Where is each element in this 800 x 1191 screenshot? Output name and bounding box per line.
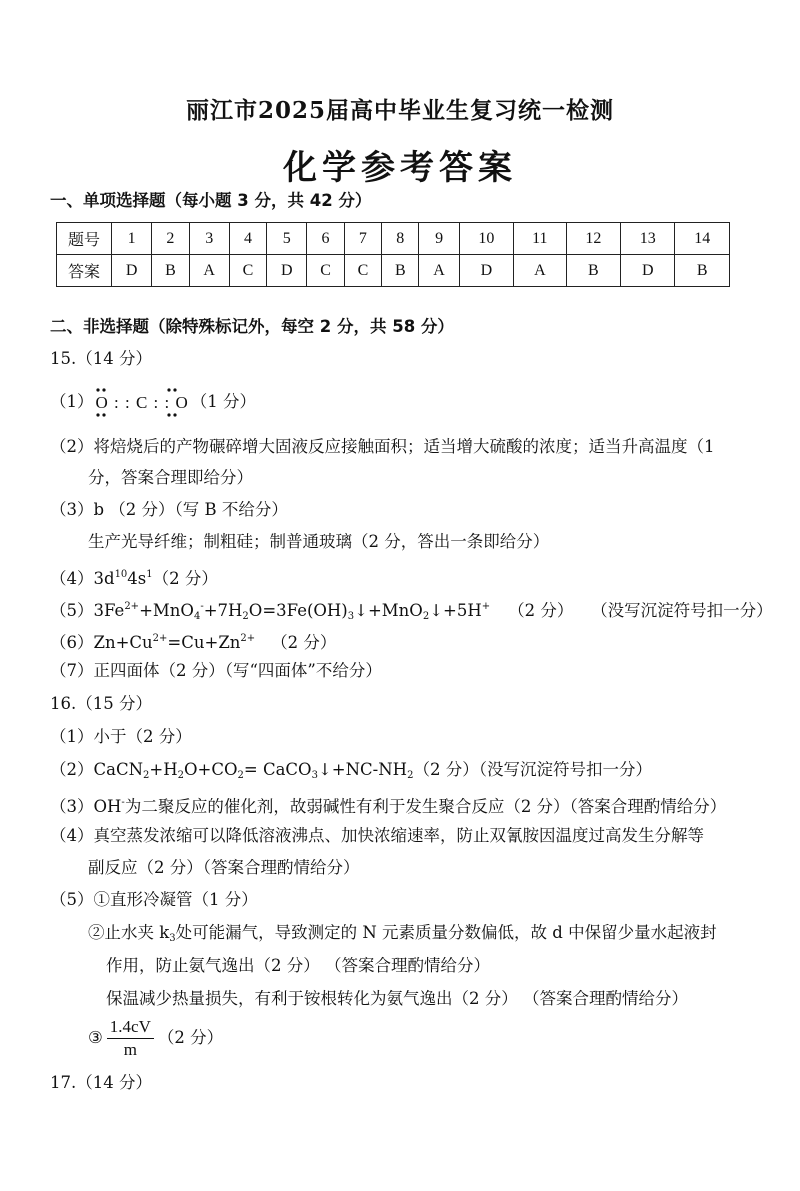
- q16-part4-line1: （4）真空蒸发浓缩可以降低溶液沸点、加快浓缩速率，防止双氰胺因温度过高发生分解等: [50, 826, 704, 845]
- q16-part5-line5: ③ $\frac{1.4cV}{m}$ （2 分）: [88, 1017, 224, 1059]
- q16-part5-line4: 保温减少热量损失，有利于铵根转化为氨气逸出（2 分） （答案合理酌情给分）: [106, 989, 688, 1008]
- lone-pair-dots-icon: [94, 386, 182, 420]
- answer-cell: B: [382, 255, 419, 287]
- question-number-cell: 7: [344, 223, 381, 255]
- answer-cell: C: [229, 255, 266, 287]
- q15-part2-line2: 分，答案合理即给分）: [88, 468, 253, 487]
- answer-cell: D: [459, 255, 513, 287]
- exam-title: 丽江市2025届高中毕业生复习统一检测: [185, 97, 614, 124]
- question-number-cell: 12: [566, 223, 620, 255]
- q15-part7: （7）正四面体（2 分）（写“四面体”不给分）: [50, 661, 382, 680]
- table-row: [57, 255, 730, 287]
- answer-cell: D: [621, 255, 675, 287]
- answer-cell: B: [675, 255, 730, 287]
- answer-cell: B: [566, 255, 620, 287]
- q16-part5-line1: （5）①直形冷凝管（1 分）: [50, 890, 258, 909]
- table-row: [57, 223, 730, 255]
- question-number-cell: 1: [112, 223, 152, 255]
- answer-table: [56, 222, 730, 287]
- q15-part1: （1） O : : C : : O （1 分）: [50, 391, 256, 414]
- answer-cell: C: [307, 255, 344, 287]
- answer-cell: D: [112, 255, 152, 287]
- answer-cell: A: [189, 255, 229, 287]
- question-number-cell: 8: [382, 223, 419, 255]
- formula-fraction: $\frac{1.4cV}{m}$: [107, 1016, 154, 1061]
- question-17-title: 17.（14 分）: [50, 1073, 152, 1092]
- q15-part2-line1: （2）将焙烧后的产物碾碎增大固液反应接触面积；适当增大硫酸的浓度；适当升高温度（1: [50, 437, 715, 456]
- q15-part3-line2: 生产光导纤维；制粗硅；制普通玻璃（2 分，答出一条即给分）: [88, 532, 550, 551]
- row-label: 题号: [57, 223, 112, 255]
- answer-cell: A: [419, 255, 459, 287]
- q16-part2: $(2)CaCN_2+H_2O+CO_2=$ $CaCO_3↓+NC-NH_2(2$ 分）（没写沉淀符号扣一分）: [50, 760, 652, 781]
- question-number-cell: 3: [189, 223, 229, 255]
- section2-heading: 二、非选择题（除特殊标记外，每空 2 分，共 58 分）: [50, 317, 454, 336]
- question-number-cell: 10: [459, 223, 513, 255]
- question-number-cell: 13: [621, 223, 675, 255]
- answer-cell: A: [514, 255, 567, 287]
- row-label: 答案: [57, 255, 112, 287]
- q15-part4: $(4)3d^{10}4s^1(2$ 分）: [50, 569, 218, 588]
- q15-part6: $(6)Zn+Cu^{2+}=Cu+Zn^{2+}$ （2 分）: [50, 633, 337, 652]
- answer-cell: C: [344, 255, 381, 287]
- answer-cell: B: [152, 255, 189, 287]
- co2-lewis-structure: O : : C : : O: [94, 392, 191, 414]
- q15-part3-line1: （3）b （2 分）（写 B 不给分）: [50, 500, 288, 519]
- q16-part3: （3）OH-为二聚反应的催化剂，故弱碱性有利于发生聚合反应（2 分）（答案合理酌情给分）: [50, 797, 727, 816]
- question-number-cell: 2: [152, 223, 189, 255]
- question-number-cell: 6: [307, 223, 344, 255]
- question-16-title: 16.（15 分）: [50, 694, 152, 713]
- q15-part5: $(5)3Fe^{2+}+MnO_4^-+7H_2O=3Fe(OH)_3↓+MnO_2↓+5H^+$ （2 分） （没写沉淀符号扣一分）: [50, 601, 773, 622]
- question-15-title: 15.（14 分）: [50, 349, 152, 368]
- answer-cell: D: [267, 255, 307, 287]
- section1-heading: 一、单项选择题（每小题 3 分，共 42 分）: [50, 191, 372, 210]
- page-title: 化学参考答案: [283, 148, 517, 188]
- q16-part1: （1）小于（2 分）: [50, 727, 192, 746]
- question-number-cell: 14: [675, 223, 730, 255]
- q16-part5-line3: 作用，防止氨气逸出（2 分） （答案合理酌情给分）: [106, 956, 490, 975]
- question-number-cell: 4: [229, 223, 266, 255]
- question-number-cell: 9: [419, 223, 459, 255]
- q16-part4-line2: 副反应（2 分）（答案合理酌情给分）: [88, 858, 360, 877]
- question-number-cell: 5: [267, 223, 307, 255]
- q16-part5-line2: ②止水夹 $k_3$处可能漏气，导致测定的 N 元素质量分数偏低，故 d 中保留少量水起液封: [88, 923, 717, 944]
- question-number-cell: 11: [514, 223, 567, 255]
